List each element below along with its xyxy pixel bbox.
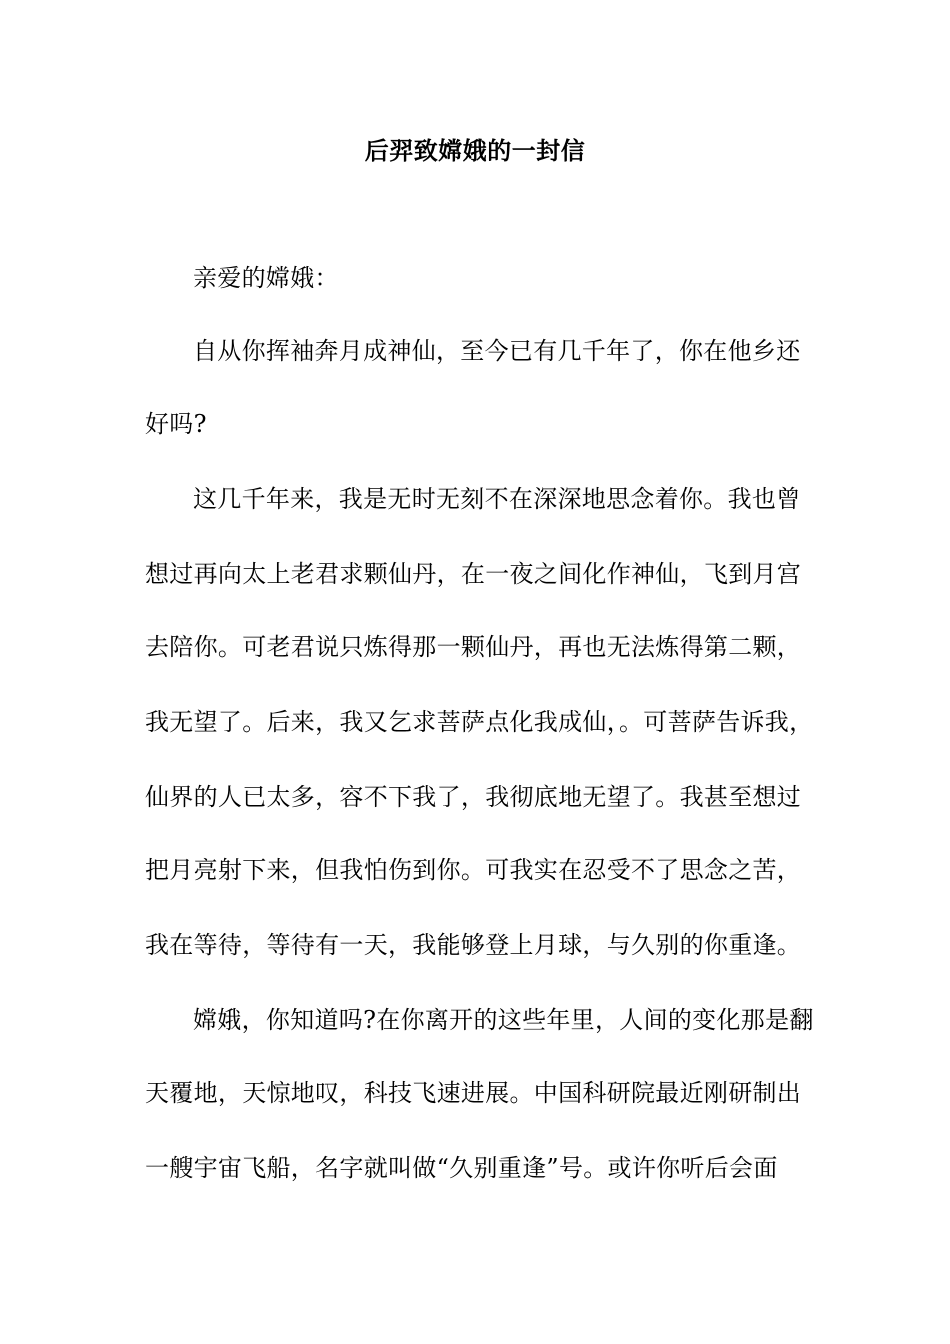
paragraph-line: 我在等待，等待有一天，我能够登上月球，与久别的你重逢。	[145, 931, 802, 959]
paragraph-line: 我无望了。后来，我又乞求菩萨点化我成仙，。可菩萨告诉我，	[145, 708, 814, 736]
paragraph-line: 嫦娥，你知道吗?在你离开的这些年里，人间的变化那是翻	[193, 1006, 814, 1034]
letter-title: 后羿致嫦娥的一封信	[364, 136, 586, 165]
paragraph-line: 去陪你。可老君说只炼得那一颗仙丹，再也无法炼得第二颗，	[145, 633, 802, 661]
paragraph-line: 这几千年来，我是无时无刻不在深深地思念着你。我也曾	[193, 485, 801, 513]
paragraph-line: 把月亮射下来，但我怕伤到你。可我实在忍受不了思念之苦，	[145, 856, 802, 884]
paragraph-line: 好吗?	[145, 410, 207, 438]
paragraph-line: 天覆地，天惊地叹，科技飞速进展。中国科研院最近刚研制出	[145, 1079, 802, 1107]
letter-greeting: 亲爱的嫦娥：	[193, 264, 339, 292]
paragraph-line: 自从你挥袖奔月成神仙，至今已有几千年了，你在他乡还	[193, 337, 801, 365]
paragraph-line: 仙界的人已太多，容不下我了，我彻底地无望了。我甚至想过	[145, 783, 802, 811]
paragraph-line: 想过再向太上老君求颗仙丹，在一夜之间化作神仙，飞到月宫	[145, 560, 802, 588]
paragraph-line: 一艘宇宙飞船，名字就叫做“久别重逢”号。或许你听后会面	[145, 1154, 778, 1182]
